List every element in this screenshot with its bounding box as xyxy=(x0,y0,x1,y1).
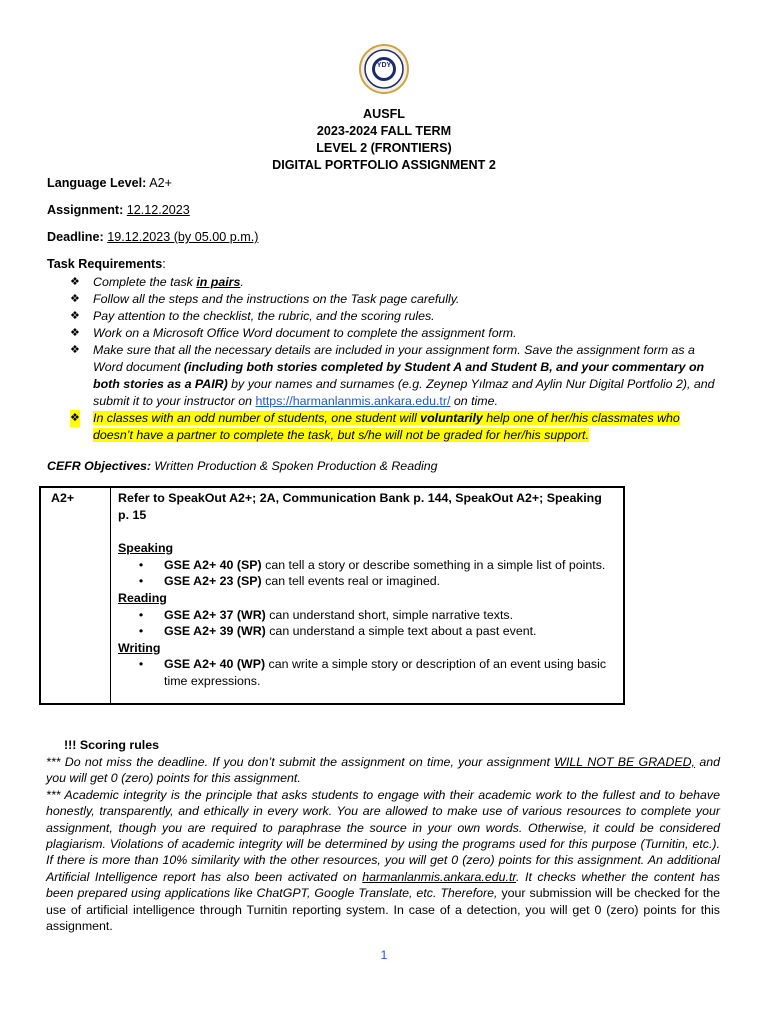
institution-title: AUSFL xyxy=(363,107,405,121)
list-item: • GSE A2+ 40 (SP) can tell a story or describe something in a simple list of points. xyxy=(118,557,616,574)
diamond-bullet-icon: ❖ xyxy=(70,276,80,288)
bullet-icon: • xyxy=(138,657,144,672)
list-item: ❖ Work on a Microsoft Office Word document to complete the assignment form. xyxy=(70,326,517,340)
list-item: ❖ Pay attention to the checklist, the rubric, and the scoring rules. xyxy=(70,309,435,323)
speaking-heading: Speaking xyxy=(118,541,174,556)
list-item: • GSE A2+ 23 (SP) can tell events real or imagined. xyxy=(118,573,616,590)
bullet-icon: • xyxy=(138,607,144,622)
cefr-label: CEFR Objectives: xyxy=(47,459,151,473)
language-level-label: Language Level: xyxy=(47,176,147,190)
logo-text: YDY xyxy=(376,62,392,69)
task-requirements-heading: Task Requirements: xyxy=(47,257,166,271)
rule-deadline: *** Do not miss the deadline. If you don’t submit the assignment on time, your assignment WILL NOT BE GRADED, and you will get 0 (zero) points for this assignment. xyxy=(46,755,720,786)
list-item-highlighted: ❖ In classes with an odd number of students, one student will voluntarily help one of her/his classmates who doesn’t have a partner to complete the task, but s/he will not be graded for her/his support. xyxy=(70,411,680,442)
list-item: • GSE A2+ 39 (WR) can understand a simple text about a past event. xyxy=(118,623,616,640)
scoring-rules-heading: !!! Scoring rules xyxy=(64,738,160,752)
objectives-table xyxy=(39,486,625,705)
bullet-icon: • xyxy=(138,557,144,572)
list-item: ❖ Make sure that all the necessary details are included in your assignment form. Save the assignment form as a Word document (including both stories completed by Student A and Student B, and your commentary on both stories as a PAIR) by your names and surnames (e.g. Zeynep Yılmaz and Aylin Nur Digital Portfolio 2), and submit it to your instructor on https://harmanlanmis.ankara.edu.tr/ on time. xyxy=(70,343,715,408)
assignment-title: DIGITAL PORTFOLIO ASSIGNMENT 2 xyxy=(272,158,496,172)
diamond-bullet-icon: ❖ xyxy=(70,344,80,356)
rule-academic-integrity: *** Academic integrity is the principle that asks students to engage with their academic work to the fullest and to behave honestly, transparently, and ethically in every work. You are allowed to make use of various resources to complete your assignment, though you are required to paraphrase the source in your own words. Otherwise, it could be considered plagiarism. Violations of academic integrity will be determined by using the programs used for this purpose (Turnitin, etc.). If there is more than 10% similarity with the other resources, you will get 0 (zero) points for this assignment. An additional Artificial Intelligence report has also been activated on harmanlanmis.ankara.edu.tr. It checks whether the content has been prepared using applications like ChatGPT, Google Translate, etc. Therefore, your submission will be checked for the use of artificial intelligence through Turnitin reporting system. In case of a detection, you will get 0 (zero) points for this assignment. xyxy=(46,787,721,934)
diamond-bullet-icon: ❖ xyxy=(70,293,80,305)
language-level-value: A2+ xyxy=(149,176,172,190)
submission-link[interactable]: https://harmanlanmis.ankara.edu.tr/ xyxy=(255,394,451,408)
assignment-label: Assignment: xyxy=(47,203,124,217)
assignment-value: 12.12.2023 xyxy=(126,203,190,217)
list-item: • GSE A2+ 40 (WP) can write a simple story or description of an event using basic time expressions. xyxy=(118,656,616,689)
objectives-cell xyxy=(111,487,625,704)
cefr-value: Written Production & Spoken Production & Reading xyxy=(150,459,438,473)
deadline-value: 19.12.2023 (by 05.00 p.m.) xyxy=(107,230,259,244)
writing-heading: Writing xyxy=(118,640,161,655)
diamond-bullet-icon: ❖ xyxy=(70,410,80,427)
level-title: LEVEL 2 (FRONTIERS) xyxy=(316,141,452,155)
deadline-label: Deadline: xyxy=(47,230,104,244)
cefr-objectives xyxy=(47,459,438,473)
reading-heading: Reading xyxy=(118,590,167,605)
ai-report-link[interactable]: harmanlanmis.ankara.edu.tr xyxy=(362,869,517,884)
diamond-bullet-icon: ❖ xyxy=(70,310,80,322)
list-item: ❖ Complete the task in pairs. xyxy=(70,275,244,289)
page-number: 1 xyxy=(380,948,388,962)
list-item: • GSE A2+ 37 (WR) can understand short, simple narrative texts. xyxy=(118,607,616,624)
bullet-icon: • xyxy=(138,624,144,639)
level-cell: A2+ xyxy=(40,487,111,704)
scoring-rules-text xyxy=(46,754,720,934)
term-title: 2023-2024 FALL TERM xyxy=(316,124,452,138)
list-item: ❖ Follow all the steps and the instructions on the Task page carefully. xyxy=(70,292,460,306)
bullet-icon: • xyxy=(138,574,144,589)
university-logo xyxy=(359,44,409,94)
diamond-bullet-icon: ❖ xyxy=(70,327,80,339)
reference-text: Refer to SpeakOut A2+; 2A, Communication Bank p. 144, SpeakOut A2+; Speaking p. 15 xyxy=(118,491,602,522)
assignment-date xyxy=(47,203,190,217)
language-level xyxy=(47,176,172,190)
deadline xyxy=(47,230,258,244)
task-requirements-list xyxy=(70,274,720,444)
